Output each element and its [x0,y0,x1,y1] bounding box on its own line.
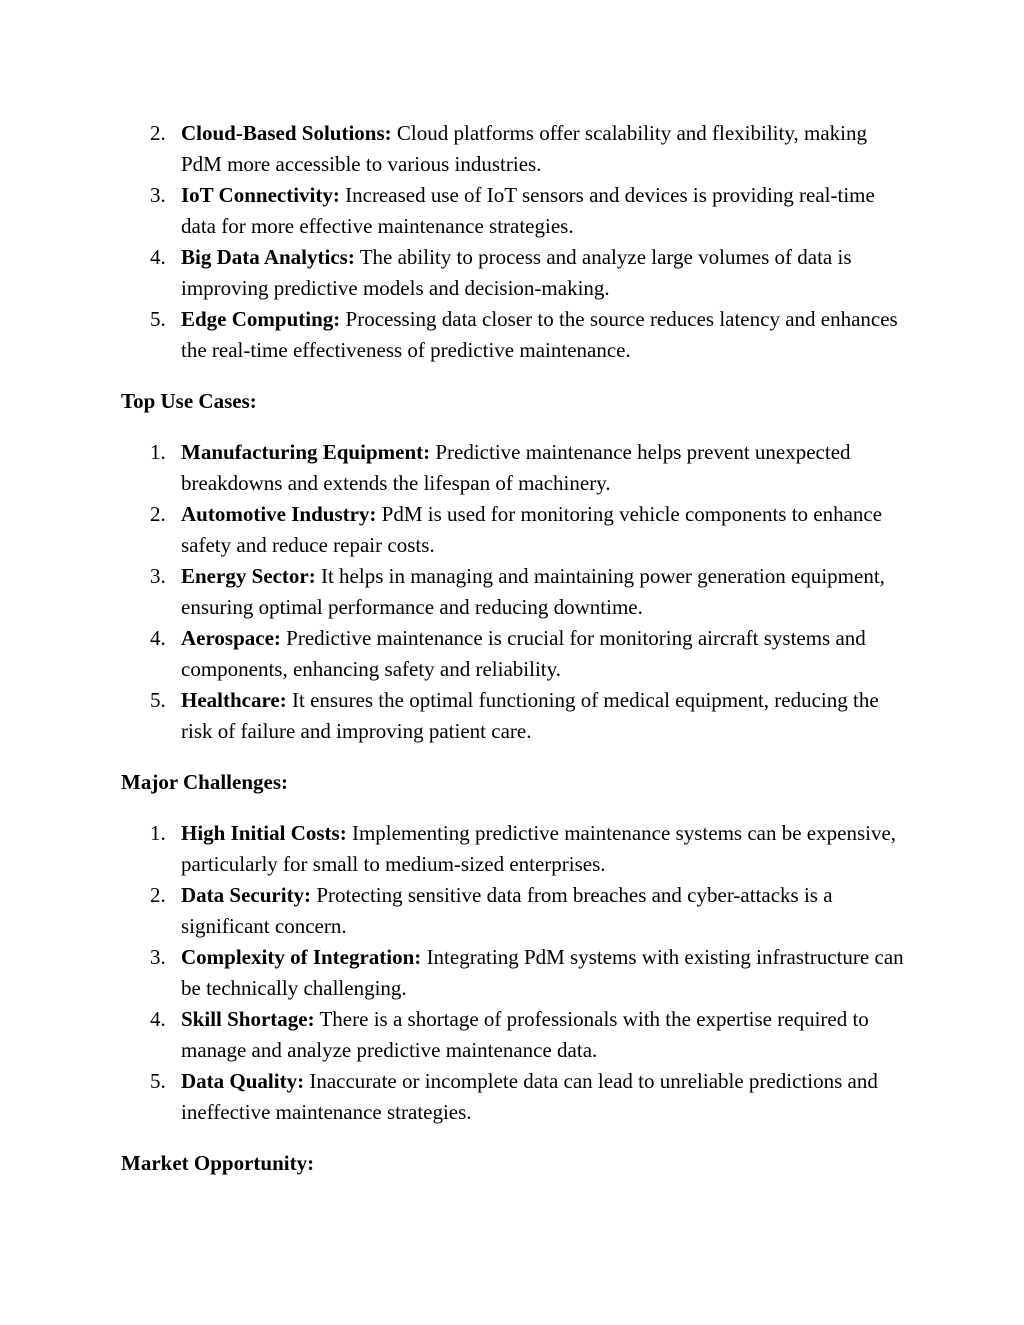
list-term: Healthcare: [181,688,287,712]
list-item [0,818,1024,880]
list-item [0,437,1024,499]
list-number: 2. [150,121,166,145]
list-item [0,180,1024,242]
list-term: Energy Sector: [181,564,316,588]
list-item [0,1004,1024,1066]
list-term: Data Security: [181,883,312,907]
list-term: Skill Shortage: [181,1007,315,1031]
list-text: Predictive maintenance is crucial for monitoring aircraft systems and components, enhancing safety and reliability. [181,626,866,681]
list-number: 4. [150,626,166,650]
list-term: Cloud-Based Solutions: [181,121,392,145]
list-term: High Initial Costs: [181,821,347,845]
list-item [0,880,1024,942]
list-text: It helps in managing and maintaining power generation equipment, ensuring optimal performance and reducing downtime. [181,564,885,619]
list-item [0,561,1024,623]
section-heading-opportunity: Market Opportunity: [121,1151,315,1175]
list-term: Edge Computing: [181,307,341,331]
list-number: 3. [150,945,166,969]
list-text: There is a shortage of professionals with the expertise required to manage and analyze predictive maintenance data. [181,1007,869,1062]
list-number: 5. [150,307,166,331]
list-term: Big Data Analytics: [181,245,355,269]
list-number: 1. [150,440,166,464]
list-text: PdM is used for monitoring vehicle components to enhance safety and reduce repair costs. [181,502,883,557]
list-text: Inaccurate or incomplete data can lead to unreliable predictions and ineffective maintenance strategies. [181,1069,878,1124]
list-term: Complexity of Integration: [181,945,422,969]
use-cases-list [0,437,1024,747]
list-number: 5. [150,688,166,712]
section-heading-challenges: Major Challenges: [121,770,289,794]
list-number: 5. [150,1069,166,1093]
list-text: Cloud platforms offer scalability and flexibility, making PdM more accessible to various industries. [181,121,867,176]
list-term: Automotive Industry: [181,502,377,526]
list-text: The ability to process and analyze large volumes of data is improving predictive models and decision-making. [181,245,852,300]
list-term: Manufacturing Equipment: [181,440,431,464]
list-number: 3. [150,183,166,207]
list-number: 4. [150,1007,166,1031]
list-item [0,942,1024,1004]
list-term: Data Quality: [181,1069,305,1093]
list-item [0,499,1024,561]
list-term: IoT Connectivity: [181,183,340,207]
section-heading-use-cases: Top Use Cases: [121,389,257,413]
list-item [0,118,1024,180]
list-text: It ensures the optimal functioning of medical equipment, reducing the risk of failure and improving patient care. [181,688,879,743]
list-term: Aerospace: [181,626,281,650]
list-item [0,623,1024,685]
list-text: Protecting sensitive data from breaches and cyber-attacks is a significant concern. [181,883,833,938]
document-page [0,118,1024,1199]
list-text: Increased use of IoT sensors and devices is providing real-time data for more effective maintenance strategies. [181,183,875,238]
list-number: 4. [150,245,166,269]
list-text: Implementing predictive maintenance systems can be expensive, particularly for small to medium-sized enterprises. [181,821,897,876]
list-number: 1. [150,821,166,845]
challenges-list [0,818,1024,1128]
list-text: Processing data closer to the source reduces latency and enhances the real-time effectiveness of predictive maintenance. [181,307,898,362]
list-text: Predictive maintenance helps prevent unexpected breakdowns and extends the lifespan of machinery. [181,440,851,495]
trends-list [0,118,1024,366]
list-item [0,1066,1024,1128]
list-number: 3. [150,564,166,588]
list-number: 2. [150,502,166,526]
list-number: 2. [150,883,166,907]
list-text: Integrating PdM systems with existing infrastructure can be technically challenging. [181,945,904,1000]
list-item [0,242,1024,304]
list-item [0,304,1024,366]
list-item [0,685,1024,747]
